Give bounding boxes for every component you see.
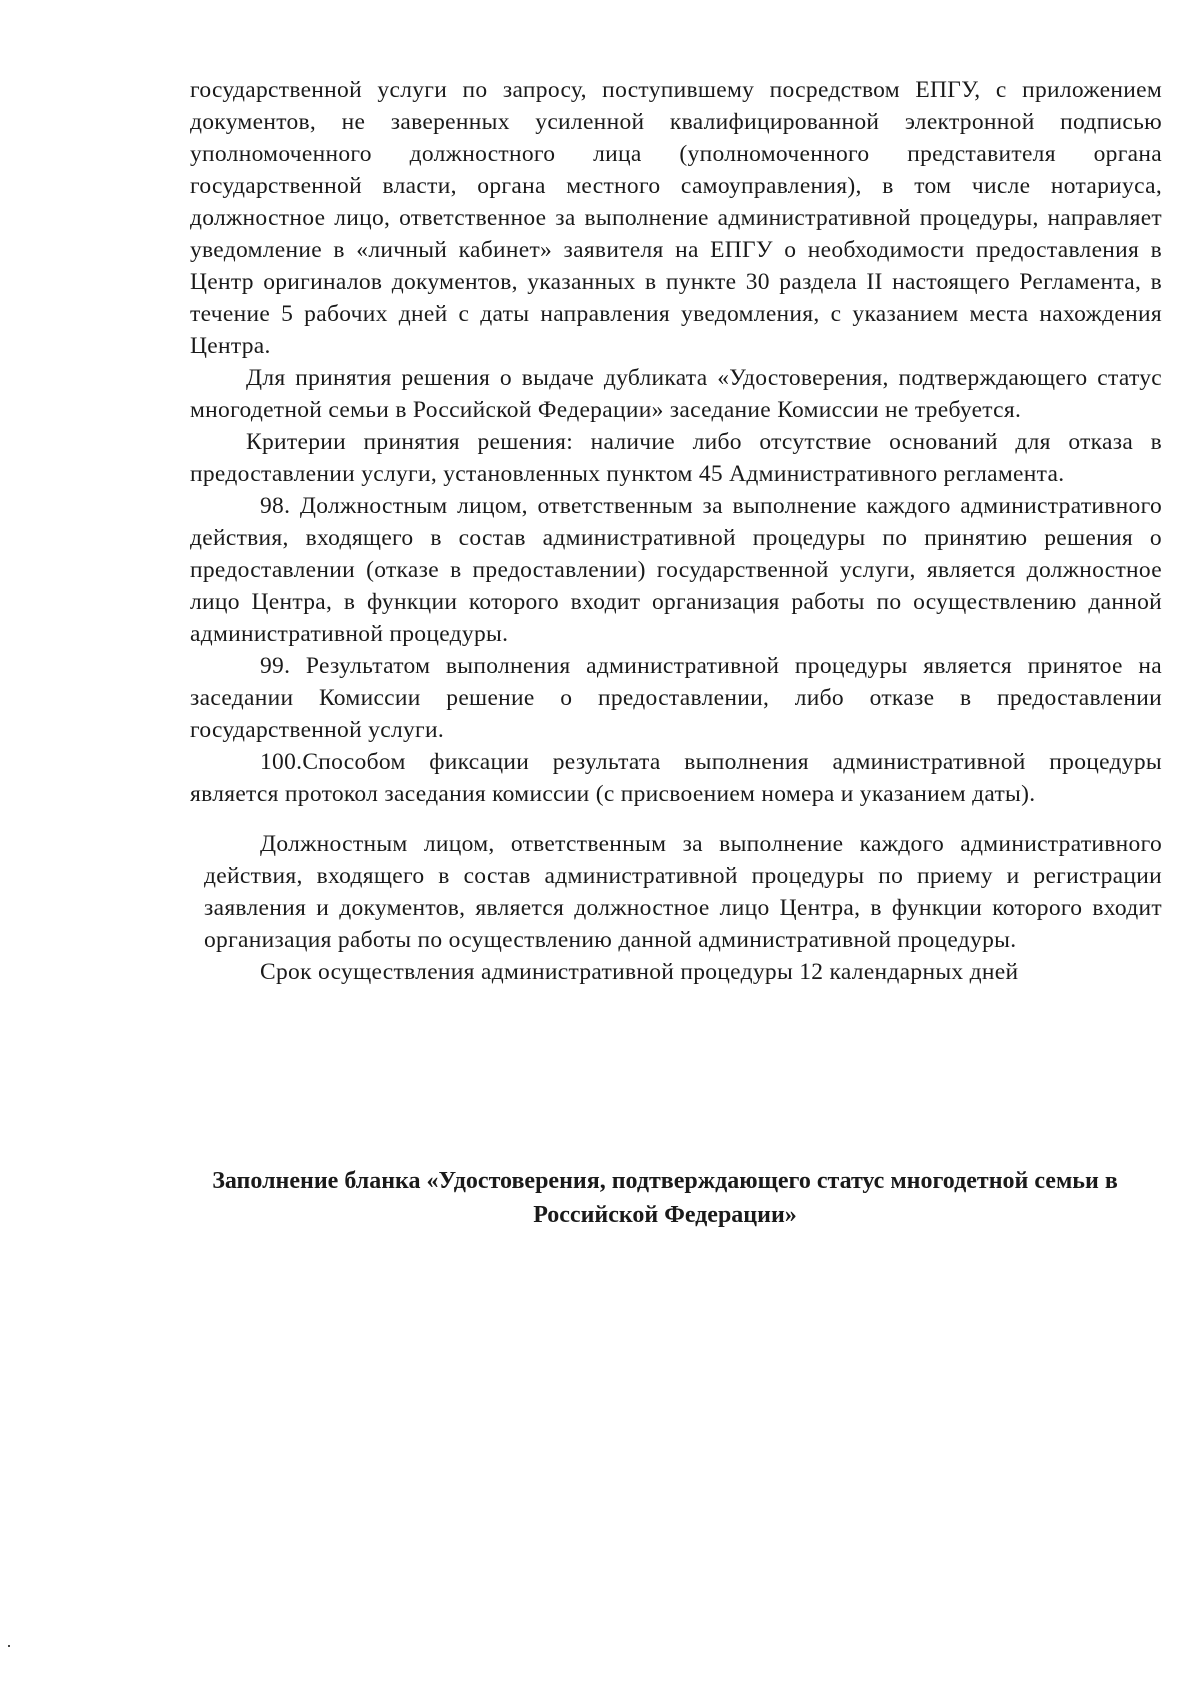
section-heading: Заполнение бланка «Удостоверения, подтверждающего статус многодетной семьи в Российской Федерации»	[212, 1168, 1118, 1228]
body-text-upper	[190, 74, 1162, 810]
scan-artifact-dot	[8, 1645, 10, 1647]
body-text-lower	[204, 828, 1162, 988]
paragraph-procedure-term: Срок осуществления административной процедуры 12 календарных дней	[260, 959, 1019, 985]
paragraph-item-100: 100.Способом фиксации результата выполнения административной процедуры является протокол заседания комиссии (с присвоением номера и указанием даты).	[190, 749, 1162, 807]
paragraph-item-98: 98. Должностным лицом, ответственным за выполнение каждого административного действия, входящего в состав административной процедуры по принятию решения о предоставлении (отказе в предоставлении) государственной услуги, является должностное лицо Центра, в функции которого входит организация работы по осуществлению данной административной процедуры.	[190, 493, 1162, 647]
paragraph-item-99: 99. Результатом выполнения административной процедуры является принятое на заседании Комиссии решение о предоставлении, либо отказе в предоставлении государственной услуги.	[190, 653, 1162, 743]
paragraph-decision-criteria: Критерии принятия решения: наличие либо отсутствие оснований для отказа в предоставлении услуги, установленных пунктом 45 Административного регламента.	[190, 429, 1162, 487]
paragraph-responsible-official: Должностным лицом, ответственным за выполнение каждого административного действия, входящего в состав административной процедуры по приему и регистрации заявления и документов, является должностное лицо Центра, в функции которого входит организация работы по осуществлению данной административной процедуры.	[204, 831, 1162, 953]
paragraph-duplicate-decision: Для принятия решения о выдаче дубликата «Удостоверения, подтверждающего статус многодетной семьи в Российской Федерации» заседание Комиссии не требуется.	[190, 365, 1162, 423]
paragraph-continuation: государственной услуги по запросу, поступившему посредством ЕПГУ, с приложением документов, не заверенных усиленной квалифицированной электронной подписью уполномоченного должностного лица (уполномоченного представителя органа государственной власти, органа местного самоуправления), в том числе нотариуса, должностное лицо, ответственное за выполнение административной процедуры, направляет уведомление в «личный кабинет» заявителя на ЕПГУ о необходимости предоставления в Центр оригиналов документов, указанных в пункте 30 раздела II настоящего Регламента, в течение 5 рабочих дней с даты направления уведомления, с указанием места нахождения Центра.	[190, 77, 1162, 359]
